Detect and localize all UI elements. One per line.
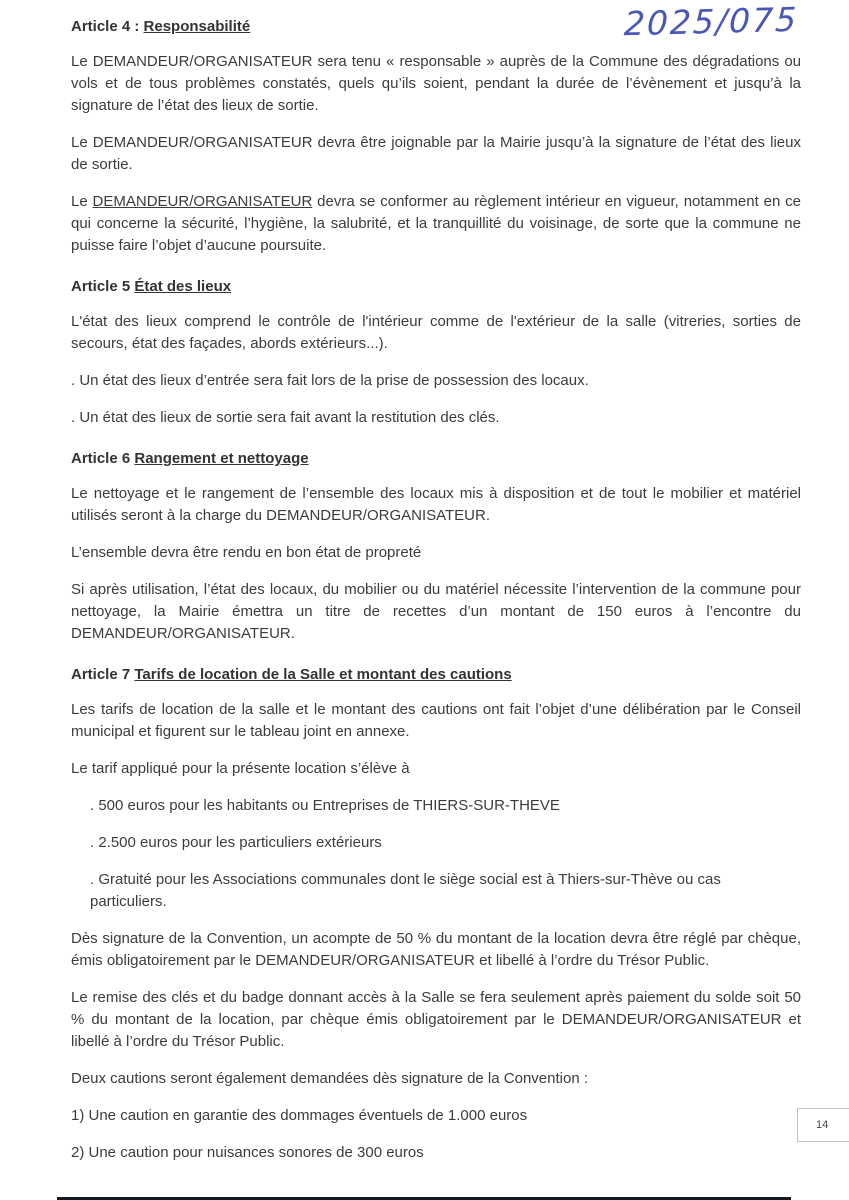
page-number: 14: [816, 1119, 829, 1131]
article-7-paragraph-5: Deux cautions seront également demandées dès signature de la Convention :: [71, 1070, 588, 1087]
page-number-box: [797, 1108, 849, 1142]
article-6-heading: [71, 444, 801, 470]
document-body: [71, 12, 801, 1179]
article-5-bullet-1: . Un état des lieux d’entrée sera fait lors de la prise de possession des locaux.: [71, 372, 589, 389]
handwritten-reference-number: 2025/075: [623, 0, 799, 44]
article-7-heading: [71, 660, 801, 686]
article-5-heading: [71, 272, 801, 298]
article-6-heading-title: Rangement et nettoyage: [134, 450, 309, 467]
article-7-paragraph-2: Le tarif appliqué pour la présente location s’élève à: [71, 760, 410, 777]
article-7-heading-prefix: Article 7: [71, 666, 135, 683]
article-7-tariff-bullet-1: . 500 euros pour les habitants ou Entreprises de THIERS-SUR-THEVE: [90, 797, 560, 814]
article-4-paragraph-3-underlined: DEMANDEUR/ORGANISATEUR: [92, 193, 313, 210]
article-4-heading-prefix: Article 4 :: [71, 18, 144, 35]
article-4-paragraph-3-pre: Le: [71, 193, 93, 210]
article-4-paragraph-1: Le DEMANDEUR/ORGANISATEUR sera tenu « responsable » auprès de la Commune des dégradations ou vols et de tous problèmes constatés, quels qu’ils soient, pendant la durée de l’évènement et jusqu’à la signature de l’état des lieux de sortie.: [71, 53, 801, 114]
article-7-heading-title: Tarifs de location de la Salle et montant des cautions: [134, 666, 512, 683]
article-4-paragraph-3-post: devra se conformer au règlement intérieur en vigueur, notamment en ce qui concerne la sécurité, l’hygiène, la salubrité, et la tranquillité du voisinage, de sorte que la commune ne puisse faire l’objet d’aucune poursuite.: [71, 193, 801, 254]
article-7-tariff-bullet-3: . Gratuité pour les Associations communales dont le siège social est à Thiers-sur-Thève ou cas particuliers.: [90, 871, 721, 910]
article-6-paragraph-3: Si après utilisation, l’état des locaux, du mobilier ou du matériel nécessite l’intervention de la commune pour nettoyage, la Mairie émettra un titre de recettes d’un montant de 150 euros à l’encontre du DEMANDEUR/ORGANISATEUR.: [71, 581, 801, 642]
article-7-paragraph-4: Le remise des clés et du badge donnant accès à la Salle se fera seulement après paiement du solde soit 50 % du montant de la location, par chèque émis obligatoirement par le DEMANDEUR/ORGANISATEUR et libellé à l’ordre du Trésor Public.: [71, 989, 801, 1050]
article-6-paragraph-2: L’ensemble devra être rendu en bon état de propreté: [71, 544, 422, 561]
article-5-heading-title: État des lieux: [134, 278, 232, 295]
article-6-heading-prefix: Article 6: [71, 450, 135, 467]
article-7-caution-item-1: 1) Une caution en garantie des dommages éventuels de 1.000 euros: [71, 1107, 528, 1124]
article-5-paragraph-1: L'état des lieux comprend le contrôle de l'intérieur comme de l'extérieur de la salle (vitreries, sorties de secours, état des façades, abords extérieurs...).: [71, 313, 801, 352]
article-7-tariff-bullet-2: . 2.500 euros pour les particuliers extérieurs: [90, 834, 382, 851]
article-7-paragraph-1: Les tarifs de location de la salle et le montant des cautions ont fait l’objet d’une délibération par le Conseil municipal et figurent sur le tableau joint en annexe.: [71, 701, 801, 740]
article-4-paragraph-3: [71, 191, 801, 257]
article-6-paragraph-1: Le nettoyage et le rangement de l’ensemble des locaux mis à disposition et de tout le mobilier et matériel utilisés seront à la charge du DEMANDEUR/ORGANISATEUR.: [71, 485, 801, 524]
article-4-paragraph-2: Le DEMANDEUR/ORGANISATEUR devra être joignable par la Mairie jusqu’à la signature de l’état des lieux de sortie.: [71, 134, 801, 173]
article-5-bullet-2: . Un état des lieux de sortie sera fait avant la restitution des clés.: [71, 409, 500, 426]
article-4-heading-title: Responsabilité: [143, 18, 251, 35]
article-4-heading: [71, 12, 801, 38]
article-5-heading-prefix: Article 5: [71, 278, 135, 295]
article-7-paragraph-3: Dès signature de la Convention, un acompte de 50 % du montant de la location devra être réglé par chèque, émis obligatoirement par le DEMANDEUR/ORGANISATEUR et libellé à l’ordre du Trésor Public.: [71, 930, 801, 969]
article-7-caution-item-2: 2) Une caution pour nuisances sonores de 300 euros: [71, 1144, 424, 1161]
